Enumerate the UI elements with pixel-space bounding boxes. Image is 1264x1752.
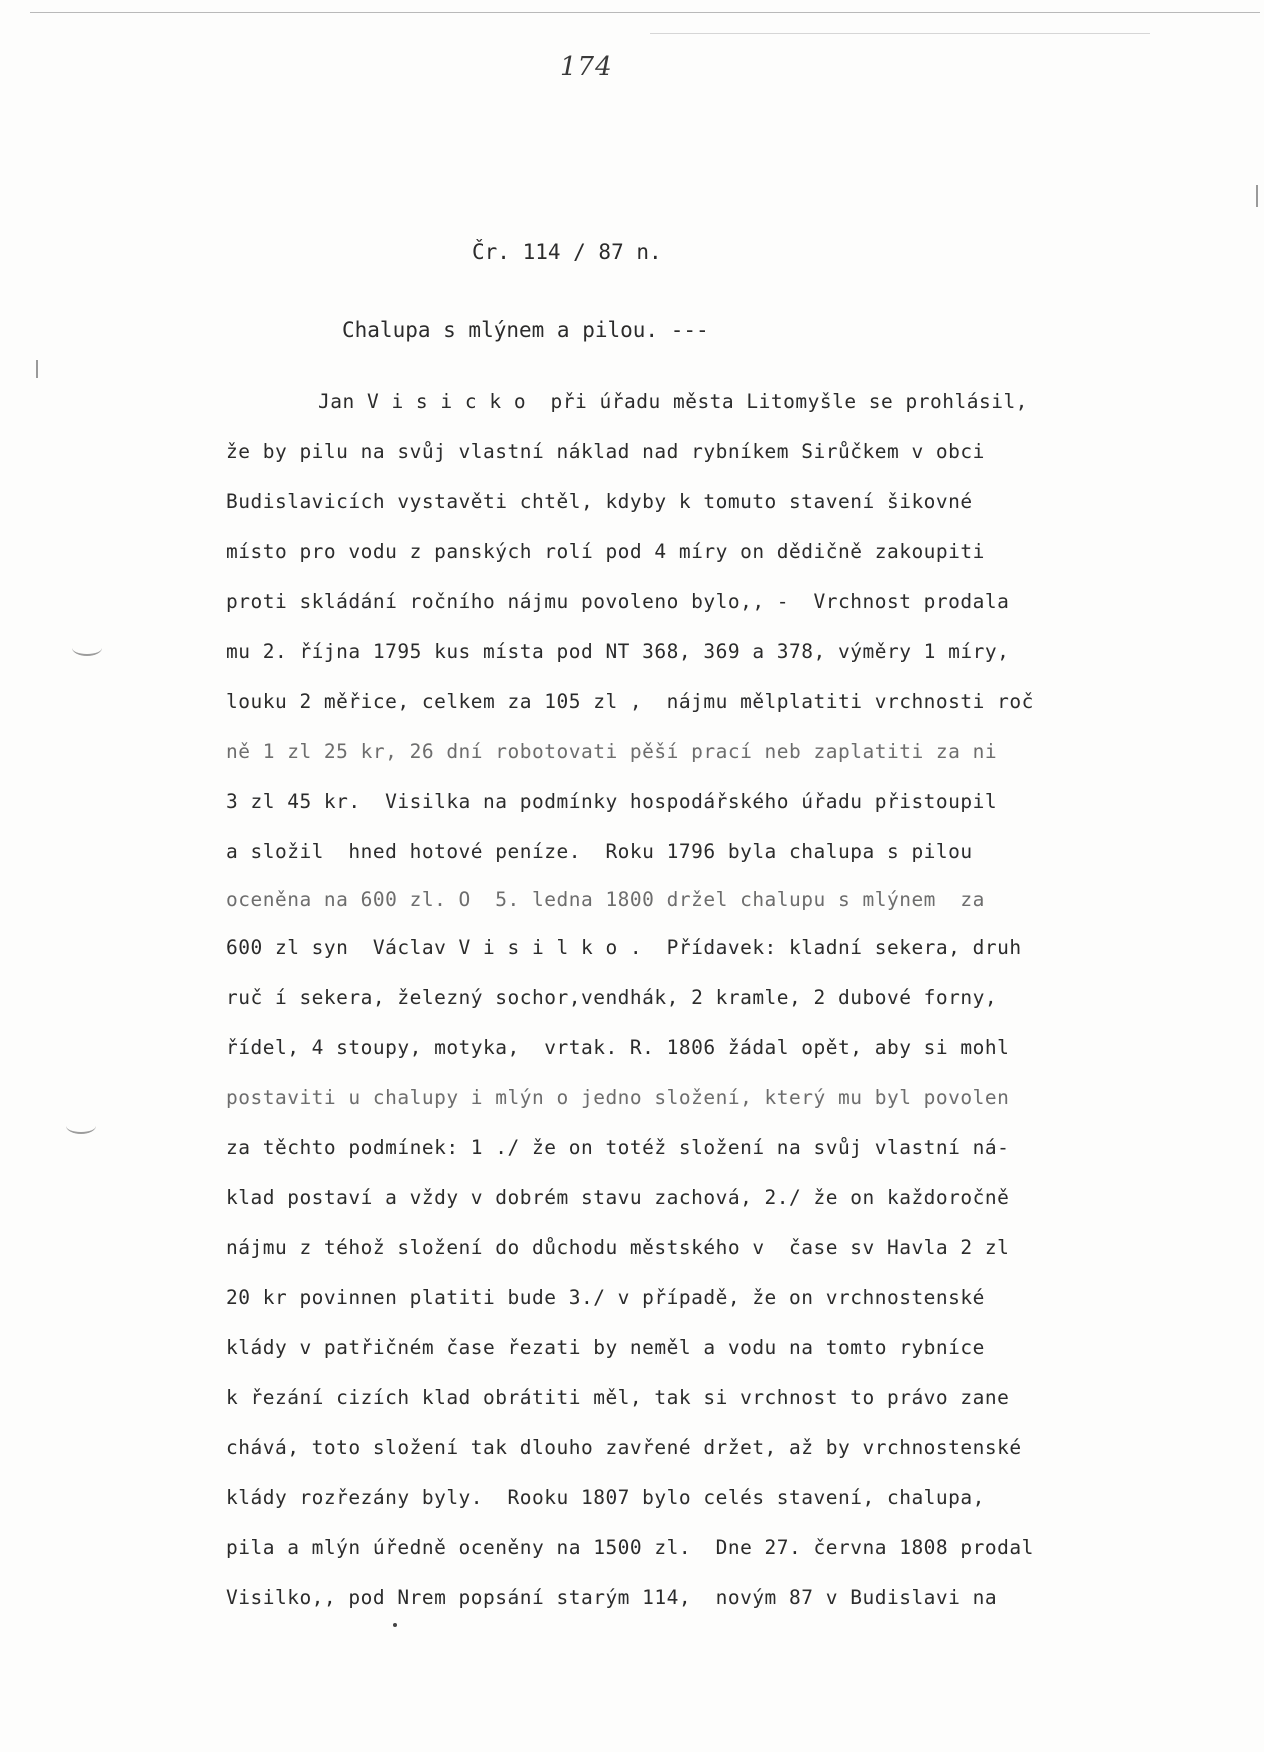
body-line: Visilko,, pod Nrem popsání starým 114, novým 87 v Budislavi na (226, 1586, 998, 1609)
body-line: oceněna na 600 zl. O 5. ledna 1800 držel chalupu s mlýnem za (226, 888, 985, 911)
body-line: klády v patřičném čase řezati by neměl a vodu na tomto rybníce (226, 1336, 985, 1359)
document-number: Čr. 114 / 87 n. (472, 240, 662, 264)
ink-dot (393, 1623, 397, 1627)
body-line: 20 kr povinnen platiti bude 3./ v případě, že on vrchnostenské (226, 1286, 985, 1309)
body-line: Budislavicích vystavěti chtěl, kdyby k tomuto stavení šikovné (226, 490, 973, 513)
body-line: místo pro vodu z panských rolí pod 4 míry on dědičně zakoupiti (226, 540, 985, 563)
body-line: pila a mlýn úředně oceněny na 1500 zl. Dne 27. června 1808 prodal (226, 1536, 1034, 1559)
handwritten-page-number: 174 (560, 52, 613, 82)
top-edge-line (30, 12, 1260, 13)
body-line: proti skládání ročního nájmu povoleno bylo,, - Vrchnost prodala (226, 590, 1010, 613)
body-line: louku 2 měřice, celkem za 105 zl , nájmu mělplatiti vrchnosti roč (226, 690, 1034, 713)
top-faint-line (650, 33, 1150, 34)
body-line: a složil hned hotové peníze. Roku 1796 byla chalupa s pilou (226, 840, 973, 863)
document-title: Chalupa s mlýnem a pilou. --- (342, 318, 709, 342)
body-line: klad postaví a vždy v dobrém stavu zachová, 2./ že on každoročně (226, 1186, 1010, 1209)
body-line: 600 zl syn Václav V i s i l k o . Přídavek: kladní sekera, druh (226, 936, 1022, 959)
left-margin-mark (36, 360, 38, 378)
body-line: že by pilu na svůj vlastní náklad nad rybníkem Sirůčkem v obci (226, 440, 985, 463)
body-line: Jan V i s i c k o při úřadu města Litomyšle se prohlásil, (318, 390, 1028, 413)
body-line: klády rozřezány byly. Rooku 1807 bylo celés stavení, chalupa, (226, 1486, 985, 1509)
body-line: mu 2. října 1795 kus místa pod NT 368, 369 a 378, výměry 1 míry, (226, 640, 1010, 663)
punch-hole-mark (66, 1118, 96, 1134)
right-margin-mark (1256, 185, 1258, 207)
body-line: 3 zl 45 kr. Visilka na podmínky hospodářského úřadu přistoupil (226, 790, 998, 813)
body-line: postaviti u chalupy i mlýn o jedno složení, který mu byl povolen (226, 1086, 1010, 1109)
body-line: k řezání cizích klad obrátiti měl, tak si vrchnost to právo zane (226, 1386, 1010, 1409)
body-line: chává, toto složení tak dlouho zavřené držet, až by vrchnostenské (226, 1436, 1022, 1459)
punch-hole-mark (72, 640, 102, 656)
body-line: ně 1 zl 25 kr, 26 dní robotovati pěší prací neb zaplatiti za ni (226, 740, 998, 763)
body-line: ruč í sekera, železný sochor,vendhák, 2 kramle, 2 dubové forny, (226, 986, 998, 1009)
body-line: řídel, 4 stoupy, motyka, vrtak. R. 1806 žádal opět, aby si mohl (226, 1036, 1010, 1059)
body-line: nájmu z téhož složení do důchodu městského v čase sv Havla 2 zl (226, 1236, 1010, 1259)
body-line: za těchto podmínek: 1 ./ že on totéž složení na svůj vlastní ná- (226, 1136, 1010, 1159)
